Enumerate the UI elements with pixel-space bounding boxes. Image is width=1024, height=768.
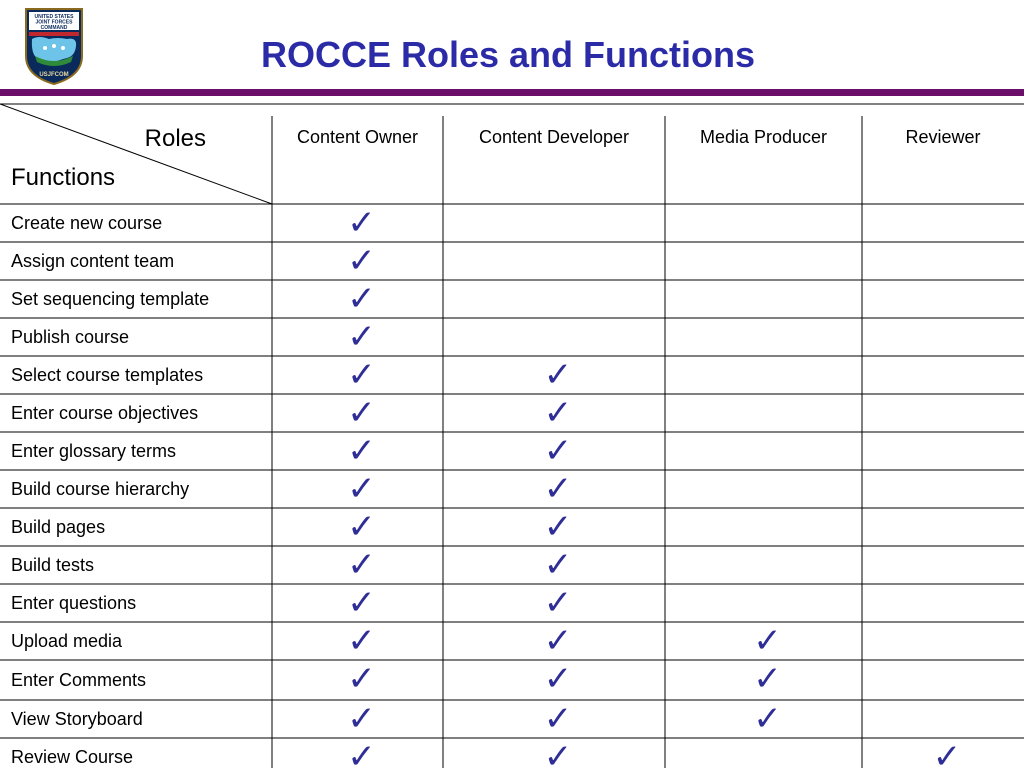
check-mark-icon: ✓ (347, 699, 376, 739)
column-header: Reviewer (905, 127, 981, 147)
slide-title: ROCCE Roles and Functions (260, 34, 756, 75)
function-row-label: Publish course (11, 327, 130, 347)
check-mark-icon: ✓ (347, 241, 376, 281)
check-mark-icon: ✓ (543, 431, 573, 471)
check-mark-icon: ✓ (543, 507, 573, 547)
logo-text-line-2: JOINT FORCES (35, 19, 73, 26)
function-row-label: View Storyboard (11, 709, 143, 729)
logo-text-line-1: UNITED STATES (34, 14, 74, 20)
check-mark-icon: ✓ (543, 469, 573, 509)
check-mark-icon: ✓ (543, 545, 573, 585)
logo-bottom-text: USJFCOM (39, 72, 69, 78)
column-header: Content Developer (478, 127, 630, 147)
check-mark-icon: ✓ (543, 393, 573, 433)
check-mark-icon: ✓ (347, 507, 376, 547)
function-row-label: Enter course objectives (11, 403, 199, 423)
check-mark-icon: ✓ (753, 659, 782, 699)
check-mark-icon: ✓ (543, 621, 573, 661)
function-row-label: Review Course (11, 747, 134, 767)
check-mark-icon: ✓ (347, 203, 376, 243)
logo-text-line-3: COMMAND (40, 25, 68, 31)
check-mark-icon: ✓ (932, 737, 962, 768)
check-mark-icon: ✓ (347, 393, 376, 433)
column-header: Media Producer (699, 127, 828, 147)
check-mark-icon: ✓ (347, 545, 376, 585)
check-mark-icon: ✓ (347, 583, 376, 623)
check-mark-icon: ✓ (347, 355, 376, 395)
check-mark-icon: ✓ (543, 699, 573, 739)
check-mark-icon: ✓ (543, 659, 573, 699)
function-row-label: Select course templates (11, 365, 204, 385)
check-mark-icon: ✓ (347, 431, 376, 471)
function-row-label: Build tests (11, 555, 95, 575)
check-mark-icon: ✓ (347, 621, 376, 661)
column-header: Content Owner (296, 127, 419, 147)
function-row-label: Enter Comments (11, 670, 147, 690)
function-row-label: Create new course (11, 213, 163, 233)
check-mark-icon: ✓ (543, 737, 573, 768)
check-mark-icon: ✓ (753, 621, 782, 661)
check-mark-icon: ✓ (347, 279, 376, 319)
function-row-label: Assign content team (11, 251, 175, 271)
check-mark-icon: ✓ (347, 659, 376, 699)
function-row-label: Set sequencing template (11, 289, 210, 309)
function-row-label: Enter questions (11, 593, 137, 613)
function-row-label: Build course hierarchy (11, 479, 190, 499)
check-mark-icon: ✓ (347, 317, 376, 357)
check-mark-icon: ✓ (543, 583, 573, 623)
corner-roles-label: Roles (144, 125, 206, 152)
check-mark-icon: ✓ (347, 737, 376, 768)
function-row-label: Build pages (11, 517, 106, 537)
function-row-label: Enter glossary terms (11, 441, 177, 461)
corner-functions-label: Functions (11, 164, 116, 191)
check-mark-icon: ✓ (543, 355, 573, 395)
check-mark-icon: ✓ (347, 469, 376, 509)
check-mark-icon: ✓ (753, 699, 782, 739)
function-row-label: Upload media (11, 631, 123, 651)
